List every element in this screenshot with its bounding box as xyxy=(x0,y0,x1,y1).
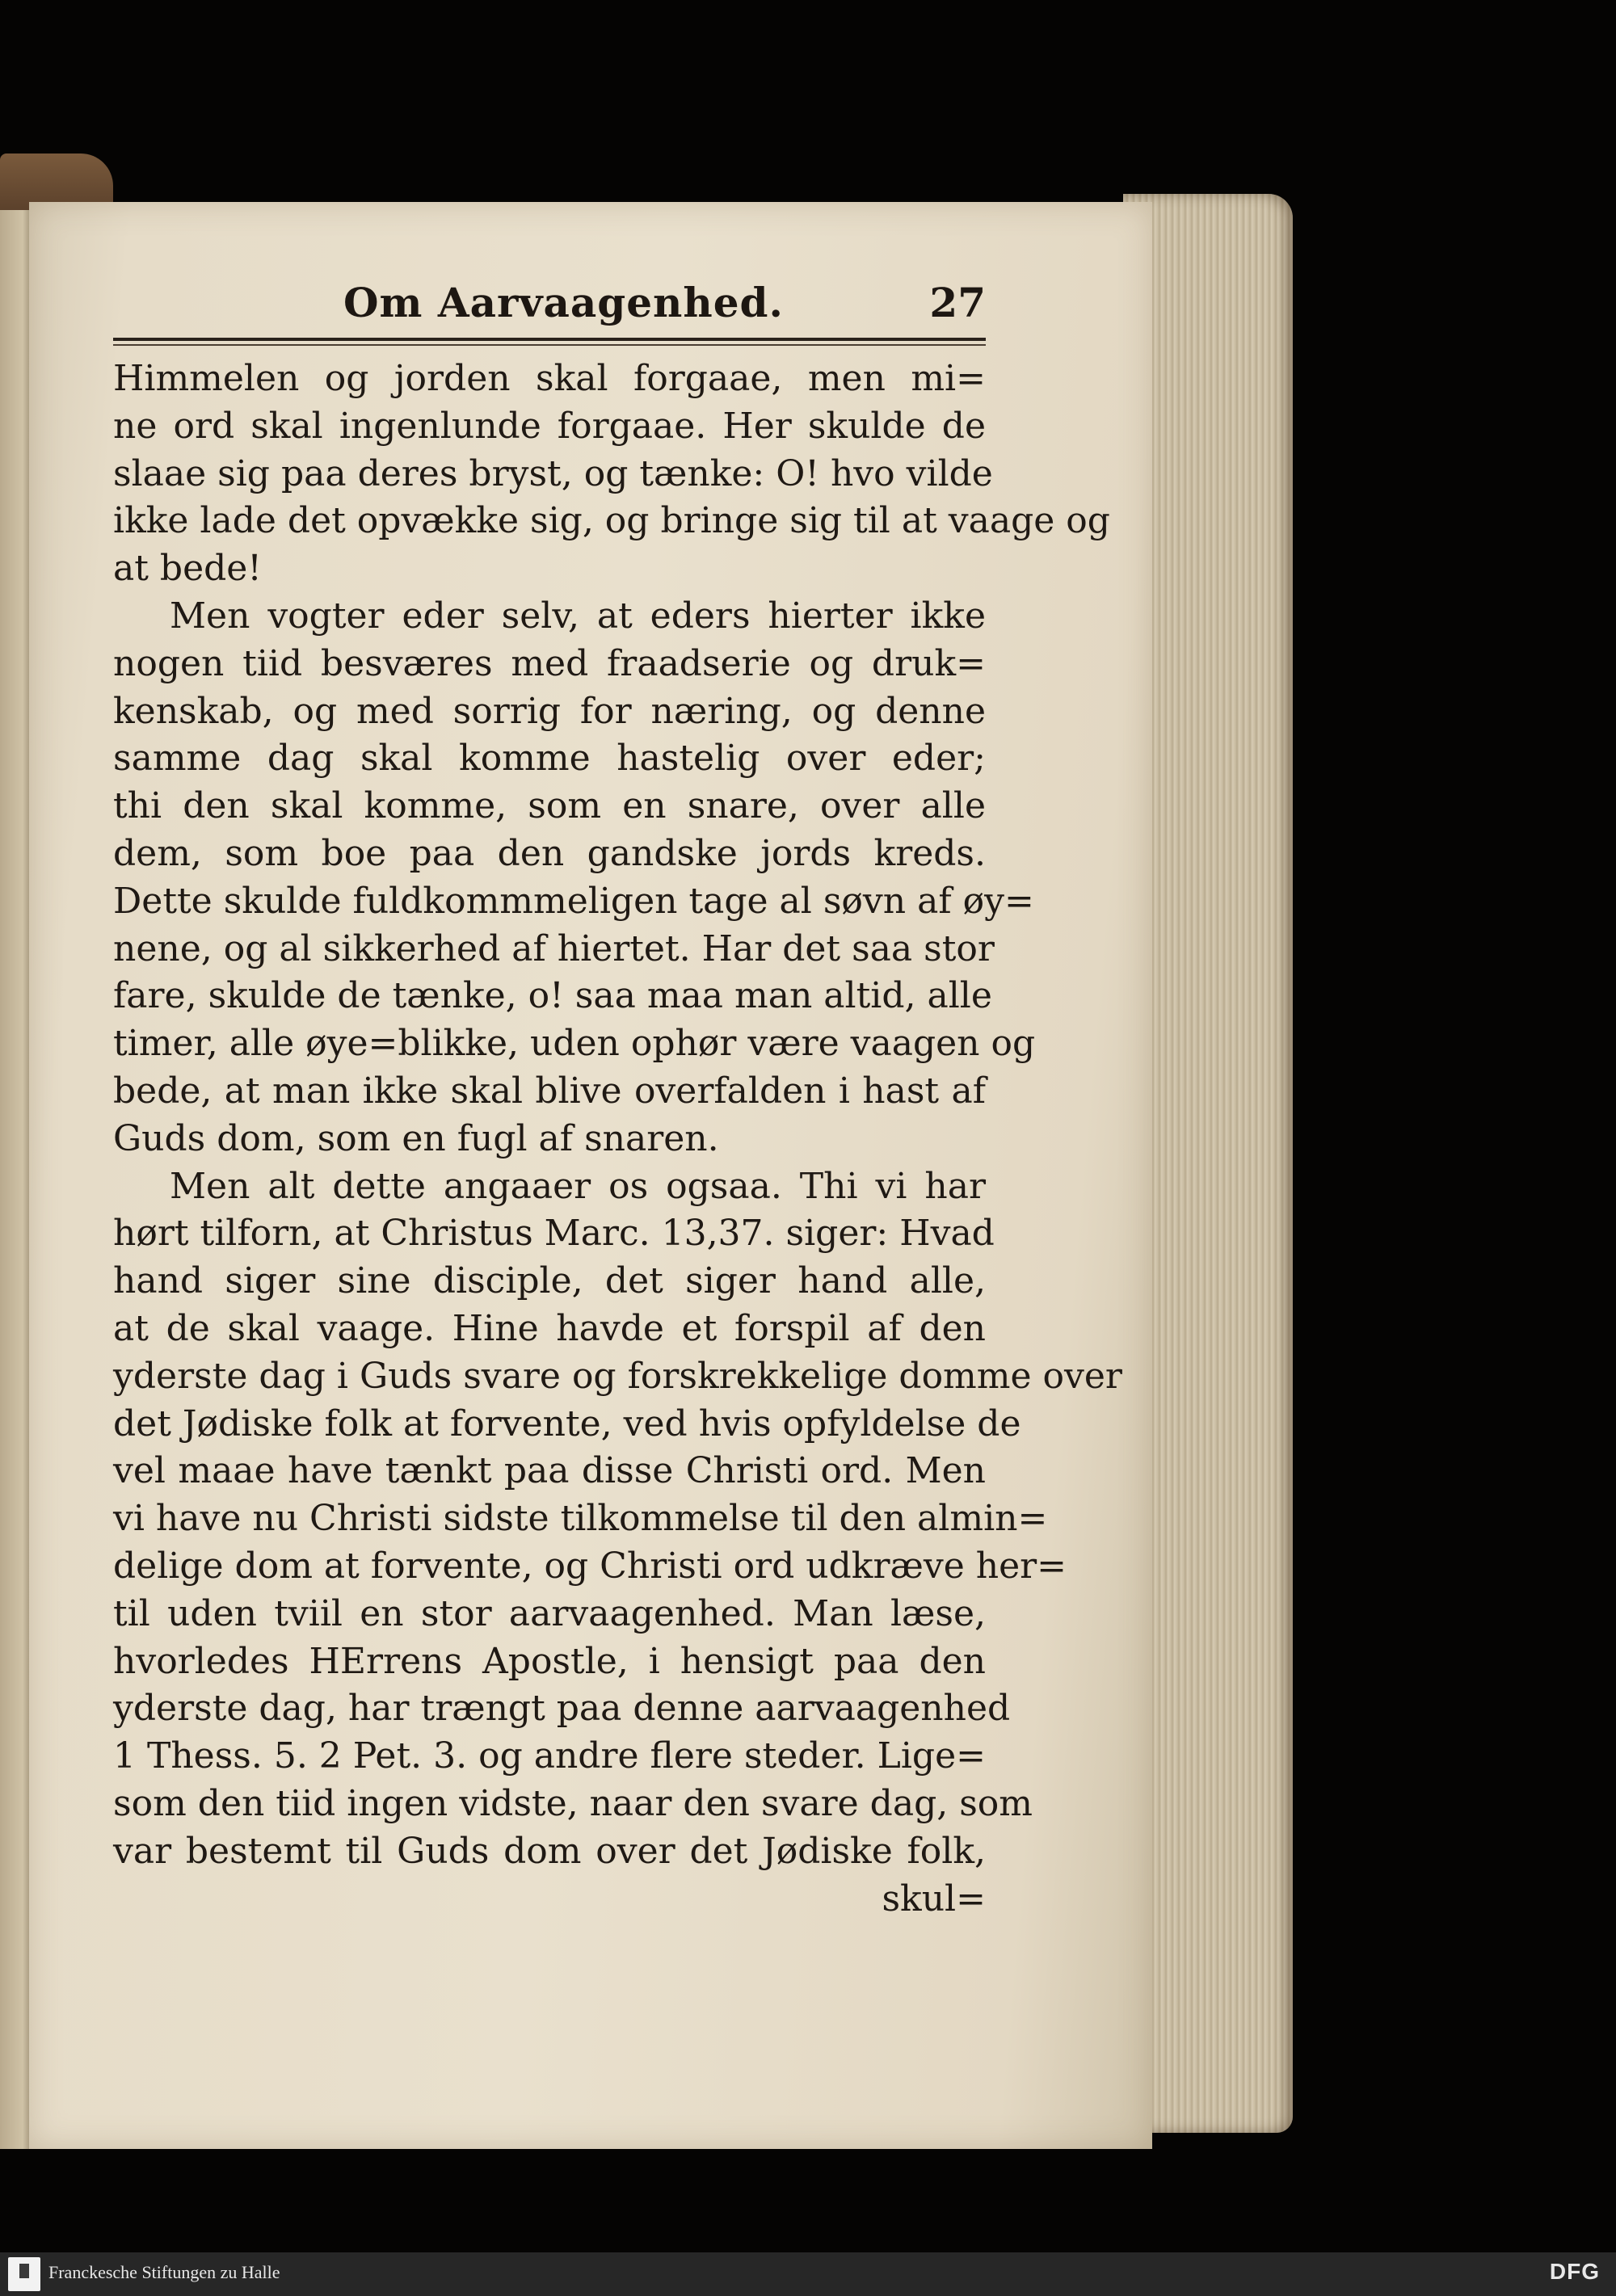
text-line: dem, som boe paa den gandske jords kreds. xyxy=(113,832,986,874)
page-number: 27 xyxy=(929,279,986,326)
text-line: yderste dag i Guds svare og forskrekkelige domme over xyxy=(113,1355,1122,1397)
text-line: hørt tilforn, at Christus Marc. 13,37. siger: Hvad xyxy=(113,1213,995,1255)
text-line: Dette skulde fuldkommmeligen tage al søvn af øy= xyxy=(113,880,1034,922)
text-line: 1 Thess. 5. 2 Pet. 3. og andre flere steder. Lige= xyxy=(113,1735,986,1777)
text-line: kenskab, og med sorrig for næring, og denne xyxy=(113,690,986,732)
footer-bar xyxy=(0,2252,1616,2296)
text-line: bede, at man ikke skal blive overfalden i hast af xyxy=(113,1070,986,1112)
text-line: at bede! xyxy=(113,548,262,590)
catchword: skul= xyxy=(882,1878,986,1920)
text-line: ne ord skal ingenlunde forgaae. Her skulde de xyxy=(113,405,986,447)
text-line: til uden tviil en stor aarvaagenhed. Man læse, xyxy=(113,1592,986,1634)
text-line: yderste dag, har trængt paa denne aarvaagenhed xyxy=(113,1688,1011,1730)
text-line: vel maae have tænkt paa disse Christi ord. Men xyxy=(113,1450,986,1492)
text-line: delige dom at forvente, og Christi ord udkræve her= xyxy=(113,1545,1067,1587)
text-line: thi den skal komme, som en snare, over alle xyxy=(113,785,986,827)
text-line: nene, og al sikkerhed af hiertet. Har det saa stor xyxy=(113,927,995,969)
text-line: det Jødiske folk at forvente, ved hvis opfyldelse de xyxy=(113,1402,1021,1444)
running-title: Om Aarvaagenhed. xyxy=(343,279,784,326)
paragraph-start-line: Men vogter eder selv, at eders hierter ikke xyxy=(170,595,986,637)
text-line: var bestemt til Guds dom over det Jødiske folk, xyxy=(113,1830,986,1872)
text-line: at de skal vaage. Hine havde et forspil af den xyxy=(113,1307,986,1349)
text-line: nogen tiid besværes med fraadserie og druk= xyxy=(113,642,986,684)
text-line: fare, skulde de tænke, o! saa maa man altid, alle xyxy=(113,975,992,1017)
text-line: ikke lade det opvække sig, og bringe sig til at vaage og xyxy=(113,500,1110,542)
text-line: hand siger sine disciple, det siger hand alle, xyxy=(113,1260,986,1302)
text-line: Guds dom, som en fugl af snaren. xyxy=(113,1117,719,1159)
institution-label: Franckesche Stiftungen zu Halle xyxy=(48,2262,280,2282)
text-line: samme dag skal komme hastelig over eder; xyxy=(113,738,986,780)
running-header xyxy=(113,279,986,343)
header-rule xyxy=(113,338,986,341)
text-line: vi have nu Christi sidste tilkommelse til den almin= xyxy=(113,1498,1048,1540)
text-line: som den tiid ingen vidste, naar den svare dag, som xyxy=(113,1782,1033,1824)
text-line: timer, alle øye=blikke, uden ophør være vaagen og xyxy=(113,1023,1036,1065)
text-line: slaae sig paa deres bryst, og tænke: O! hvo vilde xyxy=(113,452,993,494)
body-text xyxy=(113,355,1122,1923)
paragraph-start-line: Men alt dette angaaer os ogsaa. Thi vi har xyxy=(170,1165,986,1207)
previous-page-edge xyxy=(0,210,32,2149)
header-rule-secondary xyxy=(113,344,986,346)
dfg-logo: DFG xyxy=(1549,2259,1600,2284)
stiftung-logo-icon xyxy=(8,2257,40,2291)
text-line: hvorledes HErrens Apostle, i hensigt paa den xyxy=(113,1640,986,1682)
text-line: Himmelen og jorden skal forgaae, men mi= xyxy=(113,358,986,399)
